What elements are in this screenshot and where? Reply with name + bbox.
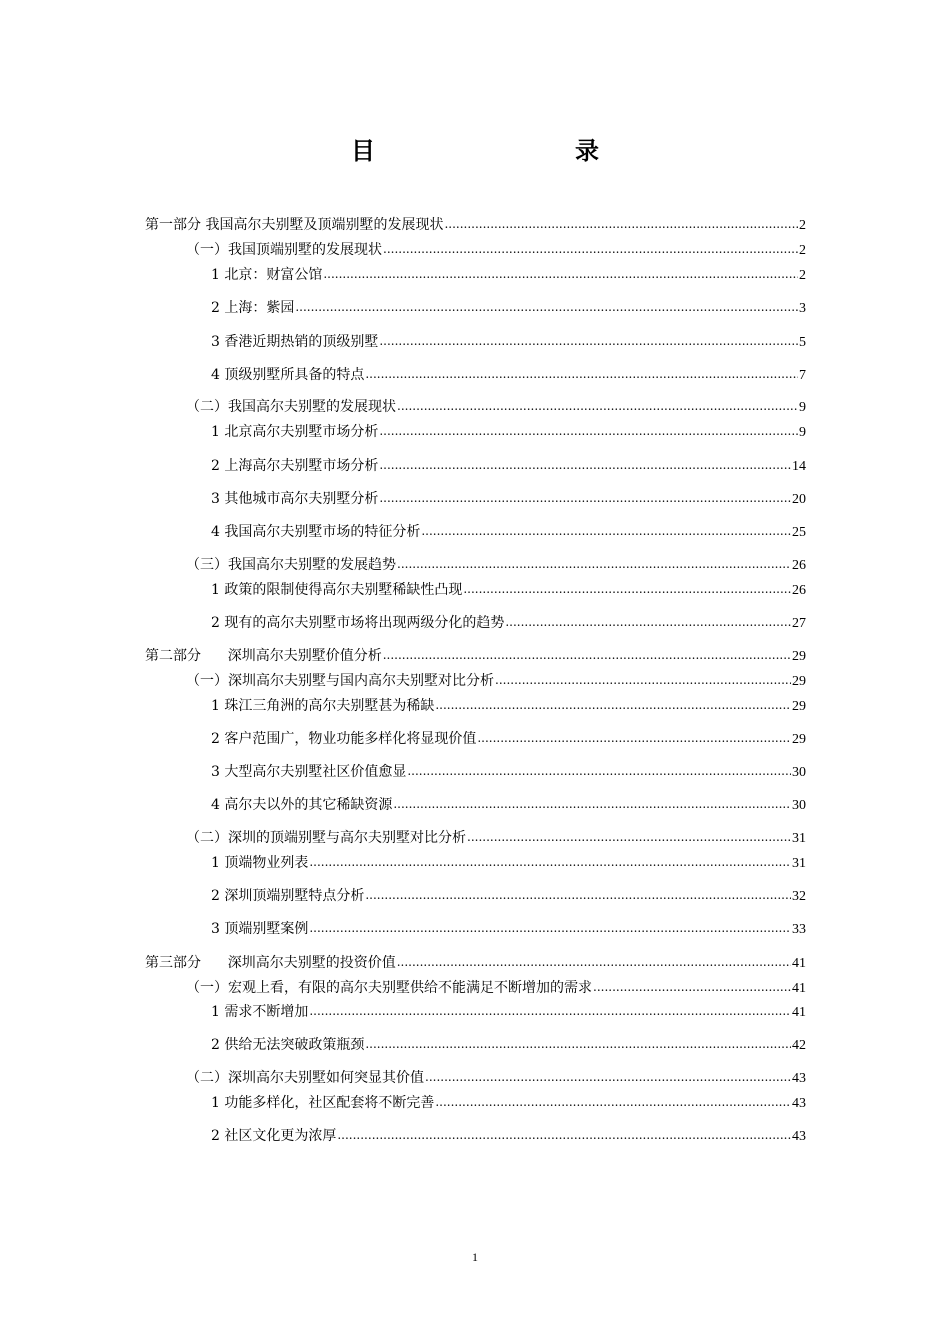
toc-entry[interactable] xyxy=(211,920,806,939)
toc-entry[interactable] xyxy=(211,1094,806,1113)
toc-entry-text: 1 北京：财富公馆 xyxy=(211,267,323,283)
toc-entry-text: （三）我国高尔夫别墅的发展趋势 xyxy=(186,557,396,573)
toc-entry[interactable] xyxy=(211,366,806,385)
toc-entry[interactable] xyxy=(211,299,806,318)
toc-leader-dots xyxy=(309,919,791,937)
toc-entry[interactable] xyxy=(145,954,806,973)
toc-leader-dots xyxy=(337,1126,791,1144)
toc-entry-text: 3 其他城市高尔夫别墅分析 xyxy=(211,491,379,507)
toc-leader-dots xyxy=(397,397,798,415)
toc-entry-page: 43 xyxy=(792,1129,806,1144)
toc-entry-page: 41 xyxy=(792,956,806,971)
toc-leader-dots xyxy=(295,298,798,316)
toc-entry-text: （一）深圳高尔夫别墅与国内高尔夫别墅对比分析 xyxy=(186,673,494,689)
toc-entry-page: 9 xyxy=(799,425,806,440)
toc-entry-text: （二）我国高尔夫别墅的发展现状 xyxy=(186,399,396,415)
toc-leader-dots xyxy=(435,1093,791,1111)
toc-entry-page: 2 xyxy=(799,268,806,283)
toc-entry-text: 4 我国高尔夫别墅市场的特征分析 xyxy=(211,524,421,540)
toc-entry[interactable] xyxy=(211,763,806,782)
toc-title: 目 录 xyxy=(351,136,687,165)
toc-entry-text: 1 顶端物业列表 xyxy=(211,855,309,871)
toc-entry-text: 3 顶端别墅案例 xyxy=(211,921,309,937)
toc-leader-dots xyxy=(365,886,791,904)
toc-entry-page: 31 xyxy=(792,856,806,871)
toc-entry-text: 2 深圳顶端别墅特点分析 xyxy=(211,888,365,904)
toc-entry-page: 29 xyxy=(792,732,806,747)
toc-entry[interactable] xyxy=(186,398,806,417)
toc-leader-dots xyxy=(379,422,798,440)
toc-entry-text: （二）深圳高尔夫别墅如何突显其价值 xyxy=(186,1070,424,1086)
toc-leader-dots xyxy=(365,365,798,383)
toc-entry-page: 2 xyxy=(799,218,806,233)
toc-entry-text: 2 上海高尔夫别墅市场分析 xyxy=(211,458,379,474)
toc-entry[interactable] xyxy=(211,266,806,285)
toc-leader-dots xyxy=(435,696,791,714)
toc-entry[interactable] xyxy=(211,854,806,873)
toc-entry[interactable] xyxy=(211,581,806,600)
toc-entry[interactable] xyxy=(211,457,806,476)
toc-entry-text: 3 香港近期热销的顶级别墅 xyxy=(211,334,379,350)
toc-entry-text: （一）我国顶端别墅的发展现状 xyxy=(186,242,382,258)
toc-leader-dots xyxy=(309,1002,791,1020)
toc-entry[interactable] xyxy=(186,241,806,260)
toc-entry-page: 2 xyxy=(799,243,806,258)
toc-entry[interactable] xyxy=(211,887,806,906)
toc-entry[interactable] xyxy=(211,730,806,749)
toc-entry-text: 1 需求不断增加 xyxy=(211,1004,309,1020)
toc-entry[interactable] xyxy=(145,647,806,666)
toc-entry-page: 33 xyxy=(792,922,806,937)
toc-entry-text: 第二部分 深圳高尔夫别墅价值分析 xyxy=(145,648,382,664)
toc-entry[interactable] xyxy=(211,614,806,633)
toc-entry[interactable] xyxy=(211,1127,806,1146)
toc-entry-page: 43 xyxy=(792,1071,806,1086)
toc-entry-text: 3 大型高尔夫别墅社区价值愈显 xyxy=(211,764,407,780)
toc-entry[interactable] xyxy=(211,490,806,509)
toc-entry[interactable] xyxy=(211,423,806,442)
toc-entry-text: 2 客户范围广，物业功能多样化将显现价值 xyxy=(211,731,477,747)
toc-leader-dots xyxy=(593,978,791,996)
toc-leader-dots xyxy=(425,1068,791,1086)
toc-entry[interactable] xyxy=(211,1003,806,1022)
toc-leader-dots xyxy=(379,332,798,350)
toc-entry[interactable] xyxy=(211,697,806,716)
toc-entry-page: 3 xyxy=(799,301,806,316)
toc-entry[interactable] xyxy=(145,216,806,235)
toc-entry-page: 29 xyxy=(792,699,806,714)
toc-leader-dots xyxy=(467,828,791,846)
toc-entry[interactable] xyxy=(186,556,806,575)
toc-leader-dots xyxy=(393,795,791,813)
toc-leader-dots xyxy=(309,853,791,871)
toc-entry-text: （一）宏观上看，有限的高尔夫别墅供给不能满足不断增加的需求 xyxy=(186,980,592,996)
toc-leader-dots xyxy=(463,580,791,598)
toc-leader-dots xyxy=(365,1035,791,1053)
toc-entry-page: 29 xyxy=(792,674,806,689)
toc-leader-dots xyxy=(421,522,791,540)
toc-entry[interactable] xyxy=(211,1036,806,1055)
toc-leader-dots xyxy=(379,456,791,474)
toc-entry-page: 32 xyxy=(792,889,806,904)
toc-entry-page: 5 xyxy=(799,335,806,350)
toc-leader-dots xyxy=(444,215,798,233)
toc-entry-text: 2 上海：紫园 xyxy=(211,300,295,316)
toc-entry[interactable] xyxy=(211,796,806,815)
toc-entry-page: 29 xyxy=(792,649,806,664)
toc-entry-text: 1 珠江三角洲的高尔夫别墅甚为稀缺 xyxy=(211,698,435,714)
toc-entry-text: 2 社区文化更为浓厚 xyxy=(211,1128,337,1144)
toc-entry-page: 25 xyxy=(792,525,806,540)
toc-leader-dots xyxy=(505,613,791,631)
toc-entry-text: 第一部分 我国高尔夫别墅及顶端别墅的发展现状 xyxy=(145,217,444,233)
toc-leader-dots xyxy=(397,953,791,971)
toc-entry-text: 1 北京高尔夫别墅市场分析 xyxy=(211,424,379,440)
toc-entry-text: （二）深圳的顶端别墅与高尔夫别墅对比分析 xyxy=(186,830,466,846)
toc-entry-text: 2 现有的高尔夫别墅市场将出现两级分化的趋势 xyxy=(211,615,505,631)
toc-entry-page: 31 xyxy=(792,831,806,846)
toc-leader-dots xyxy=(397,555,791,573)
toc-entry[interactable] xyxy=(186,1069,806,1088)
toc-entry-page: 7 xyxy=(799,368,806,383)
toc-entry-page: 26 xyxy=(792,558,806,573)
toc-leader-dots xyxy=(477,729,791,747)
toc-entry-text: 4 顶级别墅所具备的特点 xyxy=(211,367,365,383)
toc-entry-page: 20 xyxy=(792,492,806,507)
toc-entry-text: 1 功能多样化，社区配套将不断完善 xyxy=(211,1095,435,1111)
toc-leader-dots xyxy=(323,265,798,283)
toc-entry-text: 1 政策的限制使得高尔夫别墅稀缺性凸现 xyxy=(211,582,463,598)
toc-leader-dots xyxy=(407,762,791,780)
toc-entry-page: 41 xyxy=(792,1005,806,1020)
toc-entry-page: 30 xyxy=(792,765,806,780)
toc-entry-text: 2 供给无法突破政策瓶颈 xyxy=(211,1037,365,1053)
toc-entry-page: 26 xyxy=(792,583,806,598)
toc-entry-page: 42 xyxy=(792,1038,806,1053)
toc-entry-page: 27 xyxy=(792,616,806,631)
toc-entry-page: 9 xyxy=(799,400,806,415)
toc-entry-page: 14 xyxy=(792,459,806,474)
toc-entry[interactable] xyxy=(211,333,806,352)
toc-entry-page: 41 xyxy=(792,981,806,996)
toc-leader-dots xyxy=(495,671,791,689)
toc-entry[interactable] xyxy=(211,523,806,542)
toc-entry[interactable] xyxy=(186,829,806,848)
toc-entry[interactable] xyxy=(186,979,806,998)
toc-leader-dots xyxy=(383,240,798,258)
toc-entry-page: 30 xyxy=(792,798,806,813)
toc-leader-dots xyxy=(383,646,791,664)
page-number: 1 xyxy=(472,1250,478,1264)
toc-entry-page: 43 xyxy=(792,1096,806,1111)
toc-entry[interactable] xyxy=(186,672,806,691)
toc-entry-text: 第三部分 深圳高尔夫别墅的投资价值 xyxy=(145,955,396,971)
toc-entry-text: 4 高尔夫以外的其它稀缺资源 xyxy=(211,797,393,813)
toc-leader-dots xyxy=(379,489,791,507)
